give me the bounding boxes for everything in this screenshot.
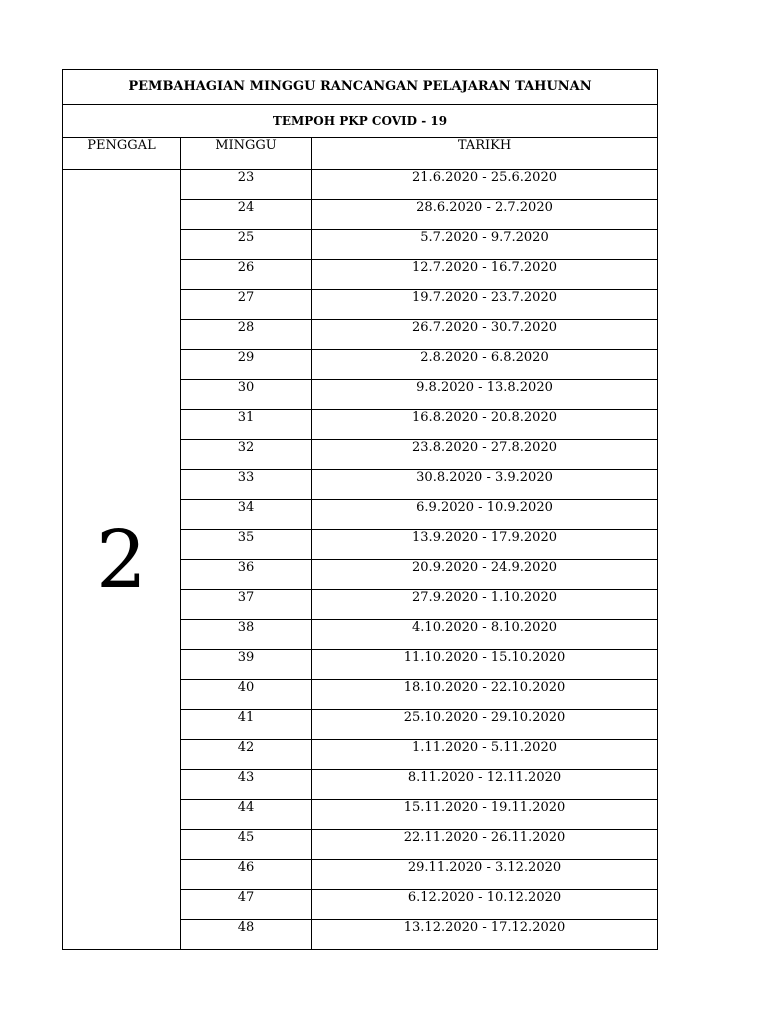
table-row (63, 170, 658, 200)
tarikh-cell: 13.9.2020 - 17.9.2020 (312, 530, 658, 560)
minggu-cell: 33 (181, 470, 312, 500)
column-header-tarikh: TARIKH (312, 138, 658, 170)
tarikh-cell: 15.11.2020 - 19.11.2020 (312, 800, 658, 830)
column-header-penggal: PENGGAL (63, 138, 181, 170)
tarikh-cell: 18.10.2020 - 22.10.2020 (312, 680, 658, 710)
tarikh-cell: 23.8.2020 - 27.8.2020 (312, 440, 658, 470)
penggal-number: 2 (63, 170, 181, 950)
minggu-cell: 30 (181, 380, 312, 410)
minggu-cell: 46 (181, 860, 312, 890)
tarikh-cell: 11.10.2020 - 15.10.2020 (312, 650, 658, 680)
minggu-cell: 26 (181, 260, 312, 290)
minggu-cell: 48 (181, 920, 312, 950)
tarikh-cell: 16.8.2020 - 20.8.2020 (312, 410, 658, 440)
minggu-cell: 41 (181, 710, 312, 740)
tarikh-cell: 21.6.2020 - 25.6.2020 (312, 170, 658, 200)
minggu-cell: 29 (181, 350, 312, 380)
subtitle-row (63, 105, 658, 138)
minggu-cell: 28 (181, 320, 312, 350)
tarikh-cell: 12.7.2020 - 16.7.2020 (312, 260, 658, 290)
minggu-cell: 40 (181, 680, 312, 710)
minggu-cell: 31 (181, 410, 312, 440)
tarikh-cell: 6.9.2020 - 10.9.2020 (312, 500, 658, 530)
tarikh-cell: 29.11.2020 - 3.12.2020 (312, 860, 658, 890)
minggu-cell: 24 (181, 200, 312, 230)
tarikh-cell: 2.8.2020 - 6.8.2020 (312, 350, 658, 380)
minggu-cell: 27 (181, 290, 312, 320)
column-header-minggu: MINGGU (181, 138, 312, 170)
minggu-cell: 45 (181, 830, 312, 860)
minggu-cell: 42 (181, 740, 312, 770)
minggu-cell: 38 (181, 620, 312, 650)
tarikh-cell: 22.11.2020 - 26.11.2020 (312, 830, 658, 860)
minggu-cell: 39 (181, 650, 312, 680)
tarikh-cell: 27.9.2020 - 1.10.2020 (312, 590, 658, 620)
minggu-cell: 47 (181, 890, 312, 920)
tarikh-cell: 5.7.2020 - 9.7.2020 (312, 230, 658, 260)
minggu-cell: 34 (181, 500, 312, 530)
schedule-table (62, 69, 658, 950)
minggu-cell: 37 (181, 590, 312, 620)
minggu-cell: 25 (181, 230, 312, 260)
tarikh-cell: 4.10.2020 - 8.10.2020 (312, 620, 658, 650)
tarikh-cell: 20.9.2020 - 24.9.2020 (312, 560, 658, 590)
minggu-cell: 23 (181, 170, 312, 200)
header-row (63, 138, 658, 170)
minggu-cell: 43 (181, 770, 312, 800)
tarikh-cell: 25.10.2020 - 29.10.2020 (312, 710, 658, 740)
document-title: PEMBAHAGIAN MINGGU RANCANGAN PELAJARAN TAHUNAN (63, 70, 658, 105)
tarikh-cell: 26.7.2020 - 30.7.2020 (312, 320, 658, 350)
tarikh-cell: 30.8.2020 - 3.9.2020 (312, 470, 658, 500)
minggu-cell: 36 (181, 560, 312, 590)
schedule-table-body (63, 70, 658, 950)
tarikh-cell: 19.7.2020 - 23.7.2020 (312, 290, 658, 320)
title-row (63, 70, 658, 105)
minggu-cell: 35 (181, 530, 312, 560)
tarikh-cell: 8.11.2020 - 12.11.2020 (312, 770, 658, 800)
tarikh-cell: 1.11.2020 - 5.11.2020 (312, 740, 658, 770)
document-subtitle: TEMPOH PKP COVID - 19 (63, 105, 658, 138)
minggu-cell: 32 (181, 440, 312, 470)
tarikh-cell: 28.6.2020 - 2.7.2020 (312, 200, 658, 230)
minggu-cell: 44 (181, 800, 312, 830)
tarikh-cell: 13.12.2020 - 17.12.2020 (312, 920, 658, 950)
tarikh-cell: 9.8.2020 - 13.8.2020 (312, 380, 658, 410)
tarikh-cell: 6.12.2020 - 10.12.2020 (312, 890, 658, 920)
